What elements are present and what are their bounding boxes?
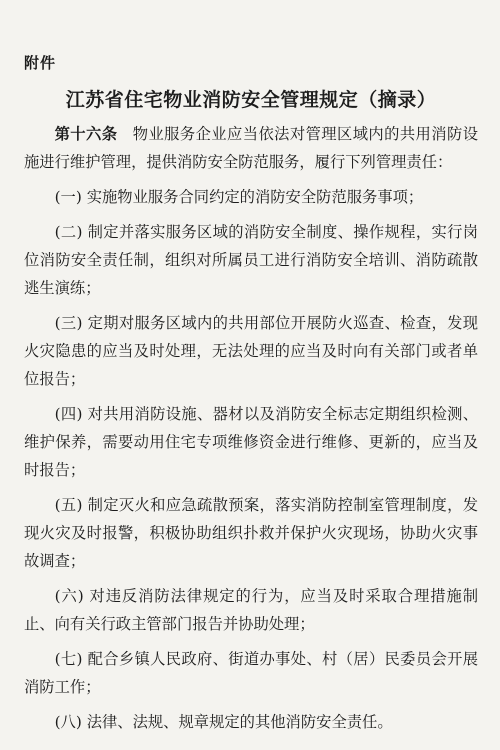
list-item-1: (一) 实施物业服务合同约定的消防安全防范服务事项； [54,188,424,206]
article-paragraph [24,120,478,176]
list-item-6: (六) 对违反消防法律规定的行为，应当及时采取合理措施制止、向有关行政主管部门报告并协助处理； [24,587,478,633]
article-number: 第十六条 [54,125,118,143]
list-item-4: (四) 对共用消防设施、器材以及消防安全标志定期组织检测、维护保养，需要动用住宅专项维修资金进行维修、更新的，应当及时报告； [24,405,478,479]
list-item-2: (二) 制定并落实服务区域的消防安全制度、操作规程，实行岗位消防安全责任制，组织对所属员工进行消防安全培训、消防疏散逃生演练； [24,223,478,297]
list-item-8: (八) 法律、法规、规章规定的其他消防安全责任。 [54,713,393,731]
list-item-7: (七) 配合乡镇人民政府、街道办事处、村（居）民委员会开展消防工作； [24,650,478,696]
article-text: 物业服务企业应当依法对管理区域内的共用消防设施进行维护管理，提供消防安全防范服务，履行下列管理责任： [24,125,478,171]
list-item-3: (三) 定期对服务区域内的共用部位开展防火巡查、检查，发现火灾隐患的应当及时处理，无法处理的应当及时向有关部门或者单位报告； [24,314,478,388]
list-item-5: (五) 制定灭火和应急疏散预案，落实消防控制室管理制度，发现火灾及时报警，积极协助组织扑救并保护火灾现场，协助火灾事故调查； [24,496,478,570]
attachment-label: 附件 [24,54,57,72]
document-title: 江苏省住宅物业消防安全管理规定（摘录） [65,89,437,111]
